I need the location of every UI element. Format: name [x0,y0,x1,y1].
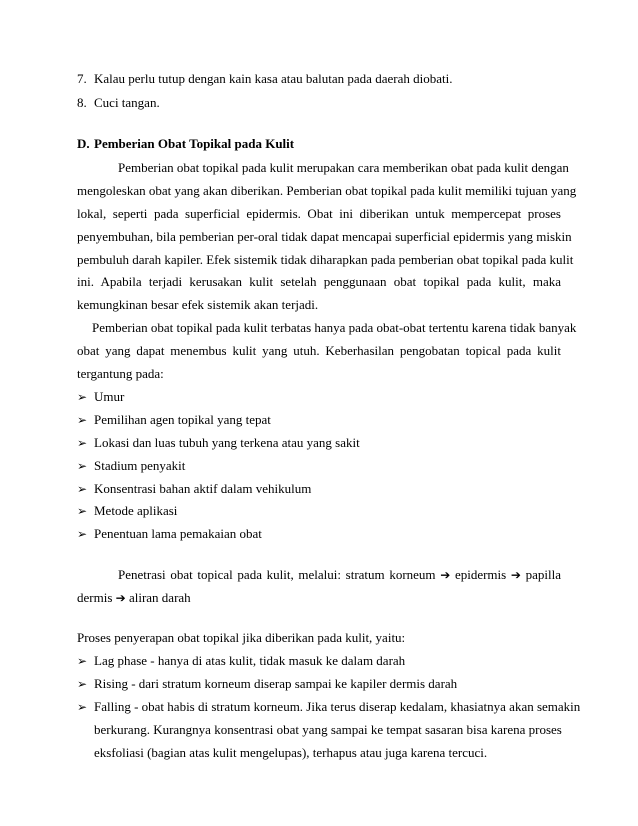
paragraph-1-line-2: mengoleskan obat yang akan diberikan. Pemberian obat topikal pada kulit memiliki tujuan yang [77,183,577,198]
right-arrow-icon: ➔ [440,568,451,582]
arrow-bullet-icon: ➢ [77,459,88,473]
arrow-bullet-icon: ➢ [77,504,88,518]
paragraph-1-line-1: Pemberian obat topikal pada kulit merupakan cara memberikan obat pada kulit dengan [118,160,569,175]
phase-falling-line-2: berkurang. Kurangnya konsentrasi obat yang sampai ke tempat sasaran bisa karena proses [94,722,562,737]
penetration-line-2: dermis ➔ aliran darah [77,590,191,605]
section-heading: D. Pemberian Obat Topikal pada Kulit [77,136,295,151]
arrow-bullet-icon: ➢ [77,677,88,691]
numbered-item-8: 8. Cuci tangan. [77,95,160,110]
paragraph-1-line-4: penyembuhan, bila pemberian per-oral tidak dapat mencapai superficial epidermis yang miskin [77,229,572,244]
phase-falling-line-3: eksfoliasi (bagian atas kulit mengelupas), terhapus atau juga karena tercuci. [94,745,488,760]
document-page: 7. Kalau perlu tutup dengan kain kasa atau balutan pada daerah diobati. 8. Cuci tangan. D. Pemberian Obat Topikal pada Kulit Pemberian obat topikal pada kulit merupakan cara memberikan obat pada kulit dengan mengoleskan obat yang akan diberikan. Pemberian obat topikal pada kulit memiliki tujuan yang lokal, seperti pada superficial epidermis. Obat ini diberikan untuk mempercepat proses penyembuhan, bila pemberian per-oral tidak dapat mencapai superficial epidermis yang miskin pembuluh darah kapiler. Efek sistemik tidak diharapkan pada pemberian obat topikal pada kulit ini. Apabila terjadi kerusakan kulit setelah penggunaan obat topikal pada kulit, maka kemungkinan besar efek sistemik akan terjadi. Pemberian obat topikal pada kulit terbatas hanya pada obat-obat tertentu karena tidak banyak obat yang dapat menembus kulit yang utuh. Keberhasilan pengobatan topical pada kulit tergantung pada: ➢ Umur ➢ Pemilihan agen topikal yang tepat ➢ Lokasi dan luas tubuh yang terkena atau yang sakit ➢ Stadium penyakit ➢ Konsentrasi bahan aktif dalam vehikulum ➢ Metode aplikasi ➢ Penentuan lama pemakaian obat Penetrasi obat topical pada kulit, melalui: stratum korneum ➔ epidermis ➔ papilla dermis ➔ aliran darah Proses penyerapan obat topikal jika diberikan pada kulit, yaitu: ➢ Lag phase - hanya di atas kulit, tidak masuk ke dalam darah ➢ Rising - dari stratum korneum diserap sampai ke kapiler dermis darah ➢ Falling - obat habis di stratum korneum. Jika terus diserap kedalam, khasiatnya akan semakin berkurang. Kurangnya konsentrasi obat yang sampai ke tempat sasaran bisa karena proses eksfoliasi (bagian atas kulit mengelupas), terhapus atau juga karena tercuci. [77,71,581,760]
arrow-bullet-icon: ➢ [77,413,88,427]
arrow-bullet-icon: ➢ [77,654,88,668]
paragraph-2-line-3: tergantung pada: [77,366,164,381]
paragraph-2-line-1: Pemberian obat topikal pada kulit terbatas hanya pada obat-obat tertentu karena tidak banyak [92,320,577,335]
penetration-line-1: Penetrasi obat topical pada kulit, melalui: stratum korneum ➔ epidermis ➔ papilla [118,567,562,582]
paragraph-1-line-7: kemungkinan besar efek sistemik akan terjadi. [77,297,319,312]
arrow-bullet-icon: ➢ [77,482,88,496]
arrow-bullet-icon: ➢ [77,390,88,404]
absorption-intro: Proses penyerapan obat topikal jika diberikan pada kulit, yaitu: [77,630,406,645]
arrow-bullet-icon: ➢ [77,527,88,541]
paragraph-1-line-3: lokal, seperti pada superficial epidermis. Obat ini diberikan untuk mempercepat proses [77,206,561,221]
right-arrow-icon: ➔ [115,591,126,605]
right-arrow-icon: ➔ [510,568,521,582]
arrow-bullet-icon: ➢ [77,700,88,714]
paragraph-1-line-6: ini. Apabila terjadi kerusakan kulit setelah penggunaan obat topikal pada kulit, maka [77,274,561,289]
numbered-item-7: 7. Kalau perlu tutup dengan kain kasa atau balutan pada daerah diobati. [77,71,453,86]
arrow-bullet-icon: ➢ [77,436,88,450]
paragraph-2-line-2: obat yang dapat menembus kulit yang utuh. Keberhasilan pengobatan topical pada kulit [77,343,561,358]
paragraph-1-line-5: pembuluh darah kapiler. Efek sistemik tidak diharapkan pada pemberian obat topikal pada kulit [77,252,574,267]
